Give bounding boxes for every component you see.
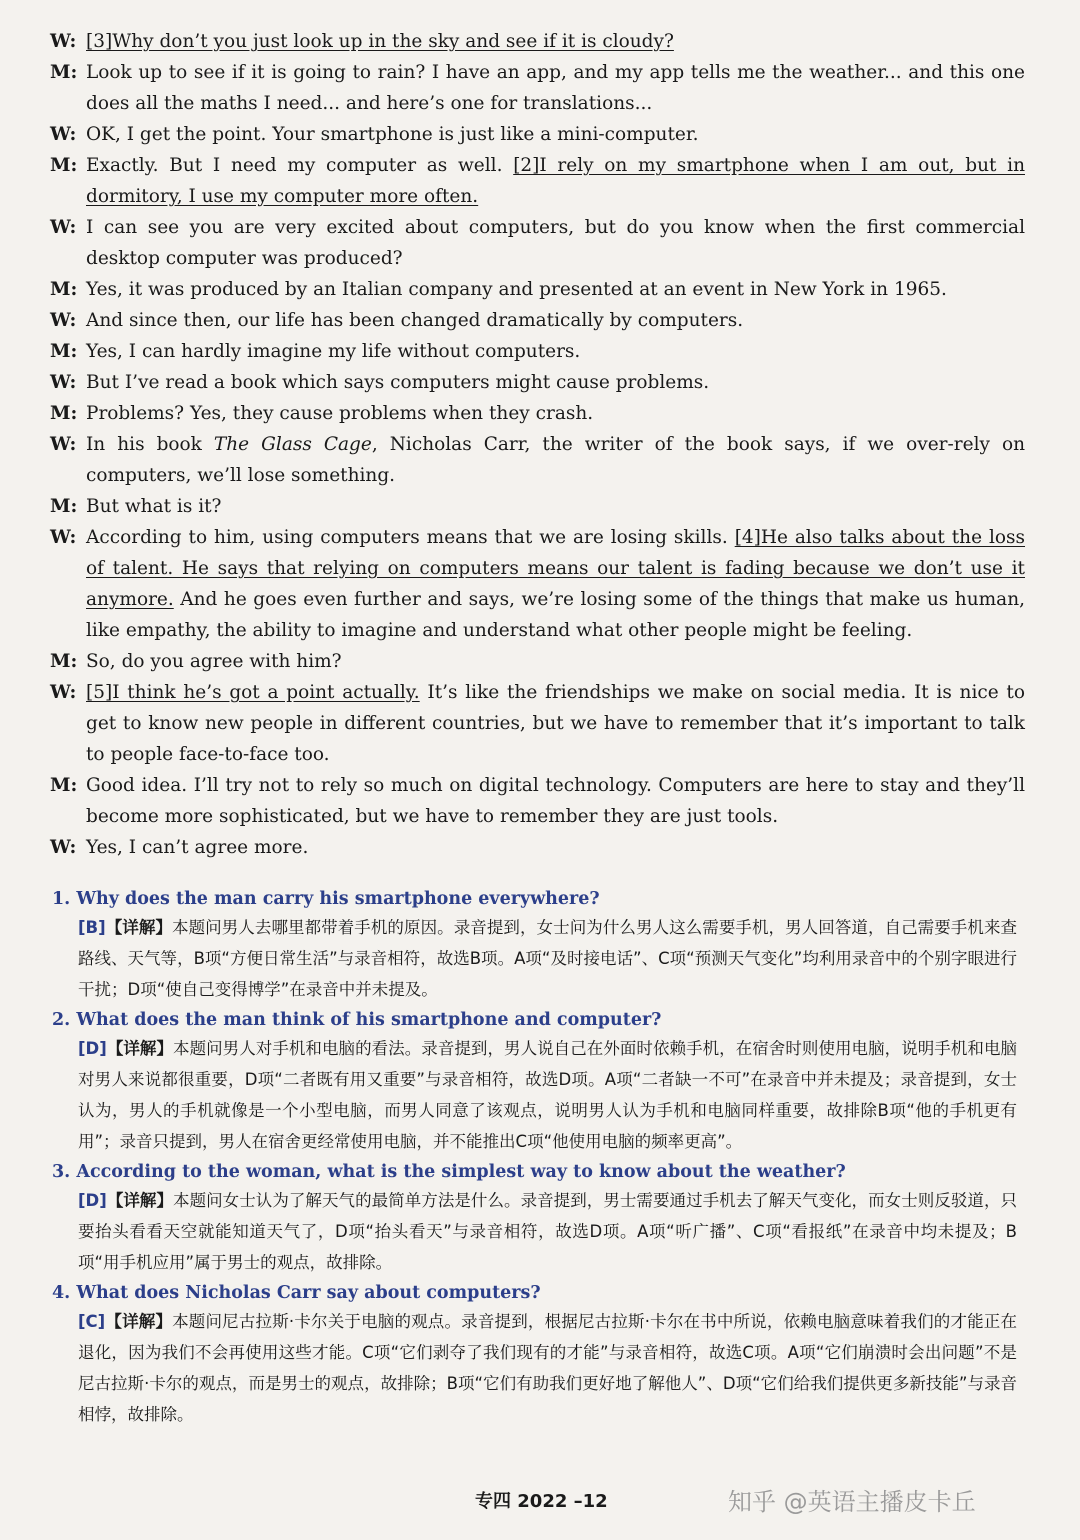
underlined-key-sentence: [4]He also talks about the loss of talent. He says that relying on computers means our talent is fading because we don’t use it anymore. [86, 527, 1026, 610]
underlined-key-sentence: [5]I think he’s got a point actually. [86, 682, 420, 703]
dialogue-line [50, 522, 1025, 646]
dialogue-text [86, 274, 1025, 305]
dialogue-text [86, 398, 1025, 429]
dialogue-text [86, 367, 1025, 398]
dialogue-line [50, 398, 1025, 429]
speaker-label: M: [50, 496, 78, 517]
text-segment: I can see you are very excited about computers, but do you know when the first commercial desktop computer was produced? [86, 217, 1025, 269]
dialogue-line [50, 677, 1025, 770]
text-segment: And since then, our life has been changed dramatically by computers. [86, 310, 744, 331]
dialogue-line [50, 832, 1025, 863]
speaker-label: W: [50, 310, 77, 331]
question-analysis-section [52, 884, 1017, 1430]
dialogue-text [86, 150, 1025, 212]
page-footer: 专四 2022 –12 [475, 1491, 608, 1512]
text-segment: Yes, I can’t agree more. [86, 837, 309, 858]
explanation-tag: 【详解】 [105, 918, 173, 937]
dialogue-text [86, 336, 1025, 367]
watermark-text: 知乎 @英语主播皮卡丘 [728, 1488, 976, 1516]
dialogue-line [50, 274, 1025, 305]
text-segment: But what is it? [86, 496, 222, 517]
text-segment: In his book [86, 434, 214, 455]
explanation-text: 本题问男人对手机和电脑的看法。录音提到，男人说自己在外面时依赖手机，在宿舍时则使用电脑，说明手机和电脑对男人来说都很重要，D项“二者既有用又重要”与录音相符，故选D项。A项“二者缺一不可”在录音中并未提及；录音提到，女士认为，男人的手机就像是一个小型电脑，而男人同意了该观点，说明男人认为手机和电脑同样重要，故排除B项“他的手机更有用”；录音只提到，男人在宿舍更经常使用电脑，并不能推出C项“他使用电脑的频率更高”。 [78, 1039, 1018, 1151]
question-title: 1. Why does the man carry his smartphone everywhere? [52, 889, 600, 909]
explanation-text: 本题问男人去哪里都带着手机的原因。录音提到，女士问为什么男人这么需要手机，男人回答道，自己需要手机来查路线、天气等，B项“方便日常生活”与录音相符，故选B项。A项“及时接电话”、C项“预测天气变化”均利用录音中的个别字眼进行干扰；D项“使自己变得博学”在录音中并未提及。 [78, 918, 1018, 999]
speaker-label: W: [50, 434, 77, 455]
explanation-text: 本题问尼古拉斯·卡尔关于电脑的观点。录音提到，根据尼古拉斯·卡尔在书中所说，依赖电脑意味着我们的才能正在退化，因为我们不会再使用这些才能。C项“它们剥夺了我们现有的才能”与录音相符，故选C项。A项“它们崩溃时会出问题”不是尼古拉斯·卡尔的观点，而是男士的观点，故排除；B项“它们有助我们更好地了解他人”、D项“它们给我们提供更多新技能”与录音相悖，故排除。 [78, 1312, 1017, 1424]
dialogue-line [50, 26, 1025, 57]
dialogue-line [50, 57, 1025, 119]
text-segment: And he goes even further and says, we’re losing some of the things that make us human, like empathy, the ability to imagine and understand what other people might be feeling. [86, 589, 1025, 641]
speaker-label: W: [50, 527, 77, 548]
speaker-label: W: [50, 31, 77, 52]
dialogue-text [86, 770, 1025, 832]
dialogue-text [86, 26, 1025, 57]
text-segment: According to him, using computers means that we are losing skills. [86, 527, 735, 548]
speaker-label: M: [50, 403, 78, 424]
speaker-label: M: [50, 775, 78, 796]
book-title: The Glass Cage [213, 434, 372, 455]
answer-key: [B] [78, 918, 106, 937]
answer-explanation [52, 912, 1017, 1005]
dialogue-line [50, 336, 1025, 367]
underlined-key-sentence: [2]I rely on my smartphone when I am out, but in dormitory, I use my computer more often. [86, 155, 1025, 207]
dialogue-text [86, 57, 1025, 119]
underlined-key-sentence: [3]Why don’t you just look up in the sky and see if it is cloudy? [86, 31, 674, 52]
dialogue-text [86, 522, 1025, 646]
speaker-label: W: [50, 124, 77, 145]
dialogue-text [86, 429, 1025, 491]
dialogue-line [50, 429, 1025, 491]
dialogue-text [86, 491, 1025, 522]
dialogue-line [50, 770, 1025, 832]
dialogue-text [86, 832, 1025, 863]
answer-explanation [52, 1185, 1017, 1278]
speaker-label: M: [50, 155, 78, 176]
dialogue-line [50, 119, 1025, 150]
explanation-tag: 【详解】 [106, 1039, 174, 1058]
dialogue-line [50, 150, 1025, 212]
answer-key: [C] [78, 1312, 106, 1331]
dialogue-line [50, 212, 1025, 274]
dialogue-text [86, 677, 1025, 770]
text-segment: It’s like the friendships we make on social media. It is nice to get to know new people in different countries, but we have to remember that it’s important to talk to people face-to-face too. [86, 682, 1025, 765]
question-title: 3. According to the woman, what is the simplest way to know about the weather? [52, 1162, 846, 1182]
speaker-label: W: [50, 837, 77, 858]
explanation-tag: 【详解】 [106, 1191, 174, 1210]
answer-explanation [52, 1033, 1017, 1157]
answer-explanation [52, 1306, 1017, 1430]
dialogue-line [50, 305, 1025, 336]
text-segment: Look up to see if it is going to rain? I have an app, and my app tells me the weather... and this one does all the maths I need... and here’s one for translations... [86, 62, 1025, 114]
dialogue-line [50, 367, 1025, 398]
text-segment: , Nicholas Carr, the writer of the book says, if we over-rely on computers, we’ll lose something. [86, 434, 1025, 486]
text-segment: Yes, I can hardly imagine my life without computers. [86, 341, 581, 362]
text-segment: Problems? Yes, they cause problems when they crash. [86, 403, 594, 424]
speaker-label: M: [50, 279, 78, 300]
answer-key: [D] [78, 1039, 107, 1058]
text-segment: OK, I get the point. Your smartphone is just like a mini-computer. [86, 124, 699, 145]
speaker-label: W: [50, 682, 77, 703]
speaker-label: W: [50, 217, 77, 238]
dialogue-line [50, 491, 1025, 522]
text-segment: Exactly. But I need my computer as well. [86, 155, 514, 176]
text-segment: But I’ve read a book which says computers might cause problems. [86, 372, 710, 393]
explanation-text: 本题问女士认为了解天气的最简单方法是什么。录音提到，男士需要通过手机去了解天气变化，而女士则反驳道，只要抬头看看天空就能知道天气了，D项“抬头看天”与录音相符，故选D项。A项“听广播”、C项“看报纸”在录音中均未提及；B项“用手机应用”属于男士的观点，故排除。 [78, 1191, 1018, 1272]
question-title: 2. What does the man think of his smartphone and computer? [52, 1010, 662, 1030]
dialogue-transcript [50, 26, 1025, 863]
dialogue-text [86, 212, 1025, 274]
text-segment: Yes, it was produced by an Italian company and presented at an event in New York in 1965. [86, 279, 947, 300]
dialogue-text [86, 305, 1025, 336]
explanation-tag: 【详解】 [105, 1312, 173, 1331]
text-segment: Good idea. I’ll try not to rely so much on digital technology. Computers are here to stay and they’ll become more sophisticated, but we have to remember they are just tools. [86, 775, 1025, 827]
text-segment: So, do you agree with him? [86, 651, 342, 672]
speaker-label: M: [50, 341, 78, 362]
dialogue-text [86, 646, 1025, 677]
question-title: 4. What does Nicholas Carr say about computers? [52, 1283, 541, 1303]
speaker-label: W: [50, 372, 77, 393]
speaker-label: M: [50, 62, 78, 83]
answer-key: [D] [78, 1191, 107, 1210]
speaker-label: M: [50, 651, 78, 672]
dialogue-line [50, 646, 1025, 677]
dialogue-text [86, 119, 1025, 150]
